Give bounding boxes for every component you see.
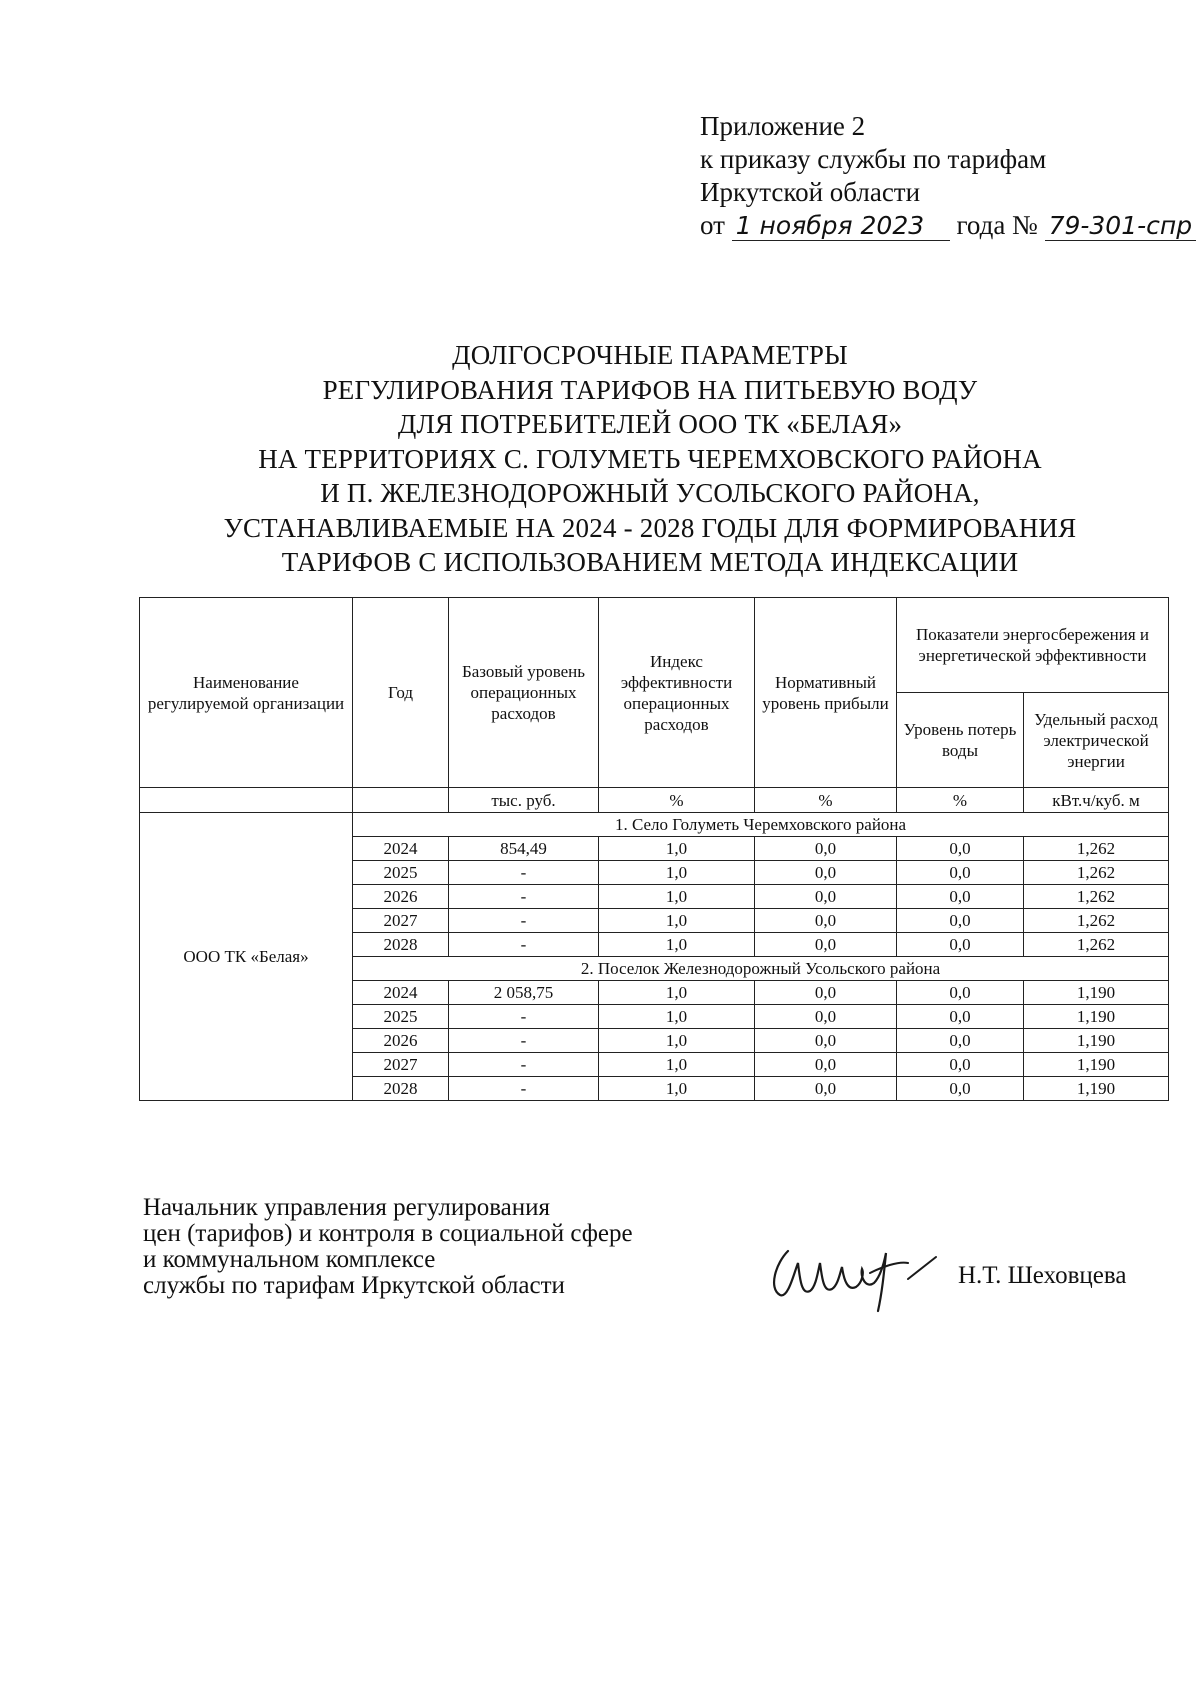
title-line: ДЛЯ ПОТРЕБИТЕЛЕЙ ООО ТК «БЕЛАЯ» — [397, 409, 903, 439]
header-water-losses: Уровень потерь воды — [897, 693, 1024, 788]
position-line: и коммунальном комплексе — [143, 1246, 436, 1273]
header-efficiency-index: Индекс эффективности операционных расходов — [599, 598, 755, 788]
appendix-line-4 — [700, 209, 1193, 242]
unit-index: % — [599, 788, 755, 813]
section-title: 2. Поселок Железнодорожный Усольского района — [353, 957, 1169, 981]
cell-index: 1,0 — [599, 1053, 755, 1077]
cell-index: 1,0 — [599, 933, 755, 957]
cell-specific: 1,190 — [1024, 1029, 1169, 1053]
cell-year: 2027 — [353, 909, 449, 933]
cell-year: 2024 — [353, 981, 449, 1005]
handwritten-signature — [758, 1233, 948, 1313]
cell-year: 2025 — [353, 1005, 449, 1029]
title-line: И П. ЖЕЛЕЗНОДОРОЖНЫЙ УСОЛЬСКОГО РАЙОНА, — [320, 478, 980, 508]
cell-year: 2027 — [353, 1053, 449, 1077]
cell-base: - — [449, 1077, 599, 1101]
cell-losses: 0,0 — [897, 981, 1024, 1005]
organization-cell: ООО ТК «Белая» — [140, 813, 353, 1101]
cell-losses: 0,0 — [897, 909, 1024, 933]
document-title — [130, 338, 1170, 580]
cell-specific: 1,262 — [1024, 861, 1169, 885]
cell-index: 1,0 — [599, 1077, 755, 1101]
unit-losses: % — [897, 788, 1024, 813]
cell-specific: 1,262 — [1024, 909, 1169, 933]
cell-profit: 0,0 — [755, 885, 897, 909]
cell-index: 1,0 — [599, 837, 755, 861]
title-line: ДОЛГОСРОЧНЫЕ ПАРАМЕТРЫ — [452, 340, 848, 370]
handwritten-date: 1 ноября 2023 — [732, 212, 950, 241]
unit-year — [353, 788, 449, 813]
cell-losses: 0,0 — [897, 933, 1024, 957]
year-number-label: года № — [956, 210, 1038, 240]
cell-specific: 1,190 — [1024, 1053, 1169, 1077]
cell-base: - — [449, 1005, 599, 1029]
header-energy-group: Показатели энергосбережения и энергетической эффективности — [897, 598, 1169, 693]
unit-profit: % — [755, 788, 897, 813]
cell-year: 2028 — [353, 933, 449, 957]
header-profit-level: Нормативный уровень прибыли — [755, 598, 897, 788]
cell-base: 854,49 — [449, 837, 599, 861]
title-line: НА ТЕРРИТОРИЯХ С. ГОЛУМЕТЬ ЧЕРЕМХОВСКОГО РАЙОНА — [258, 443, 1042, 474]
cell-specific: 1,262 — [1024, 837, 1169, 861]
cell-profit: 0,0 — [755, 837, 897, 861]
cell-base: - — [449, 861, 599, 885]
cell-index: 1,0 — [599, 981, 755, 1005]
position-line: службы по тарифам Иркутской области — [143, 1272, 565, 1299]
cell-year: 2028 — [353, 1077, 449, 1101]
cell-base: - — [449, 1053, 599, 1077]
signatory-position — [143, 1195, 633, 1299]
handwritten-order-number: 79-301-спр — [1045, 212, 1197, 241]
cell-year: 2026 — [353, 885, 449, 909]
cell-year: 2026 — [353, 1029, 449, 1053]
cell-losses: 0,0 — [897, 1005, 1024, 1029]
cell-losses: 0,0 — [897, 885, 1024, 909]
appendix-header — [700, 110, 1193, 242]
cell-specific: 1,190 — [1024, 1077, 1169, 1101]
title-line: ТАРИФОВ С ИСПОЛЬЗОВАНИЕМ МЕТОДА ИНДЕКСАЦИИ — [281, 547, 1019, 577]
parameters-table — [139, 597, 1169, 1101]
cell-base: - — [449, 885, 599, 909]
cell-specific: 1,190 — [1024, 1005, 1169, 1029]
cell-profit: 0,0 — [755, 1053, 897, 1077]
cell-profit: 0,0 — [755, 981, 897, 1005]
cell-index: 1,0 — [599, 1005, 755, 1029]
cell-year: 2024 — [353, 837, 449, 861]
unit-org — [140, 788, 353, 813]
from-label: от — [700, 210, 725, 240]
section-title: 1. Село Голуметь Черемховского района — [353, 813, 1169, 837]
cell-index: 1,0 — [599, 1029, 755, 1053]
cell-profit: 0,0 — [755, 1029, 897, 1053]
cell-index: 1,0 — [599, 885, 755, 909]
cell-index: 1,0 — [599, 909, 755, 933]
title-line: РЕГУЛИРОВАНИЯ ТАРИФОВ НА ПИТЬЕВУЮ ВОДУ — [322, 374, 978, 405]
position-line: Начальник управления регулирования — [143, 1194, 551, 1221]
cell-losses: 0,0 — [897, 837, 1024, 861]
appendix-line-2: к приказу службы по тарифам — [700, 144, 1047, 174]
appendix-line-1: Приложение 2 — [700, 111, 866, 141]
cell-profit: 0,0 — [755, 861, 897, 885]
cell-losses: 0,0 — [897, 1053, 1024, 1077]
appendix-line-3: Иркутской области — [700, 177, 921, 207]
cell-losses: 0,0 — [897, 861, 1024, 885]
cell-specific: 1,262 — [1024, 885, 1169, 909]
cell-profit: 0,0 — [755, 1005, 897, 1029]
cell-losses: 0,0 — [897, 1077, 1024, 1101]
cell-base: - — [449, 909, 599, 933]
cell-profit: 0,0 — [755, 909, 897, 933]
cell-specific: 1,190 — [1024, 981, 1169, 1005]
cell-profit: 0,0 — [755, 933, 897, 957]
unit-base: тыс. руб. — [449, 788, 599, 813]
cell-base: 2 058,75 — [449, 981, 599, 1005]
cell-index: 1,0 — [599, 861, 755, 885]
cell-year: 2025 — [353, 861, 449, 885]
header-org-name: Наименование регулируемой организации — [140, 598, 353, 788]
cell-specific: 1,262 — [1024, 933, 1169, 957]
header-year: Год — [353, 598, 449, 788]
title-line: УСТАНАВЛИВАЕМЫЕ НА 2024 - 2028 ГОДЫ ДЛЯ ФОРМИРОВАНИЯ — [223, 512, 1077, 543]
cell-base: - — [449, 1029, 599, 1053]
position-line: цен (тарифов) и контроля в социальной сфере — [143, 1220, 633, 1247]
signatory-name: Н.Т. Шеховцева — [958, 1262, 1127, 1289]
cell-profit: 0,0 — [755, 1077, 897, 1101]
unit-specific: кВт.ч/куб. м — [1024, 788, 1169, 813]
cell-base: - — [449, 933, 599, 957]
cell-losses: 0,0 — [897, 1029, 1024, 1053]
header-base-level: Базовый уровень операционных расходов — [449, 598, 599, 788]
header-specific-consumption: Удельный расход электрической энергии — [1024, 693, 1169, 788]
